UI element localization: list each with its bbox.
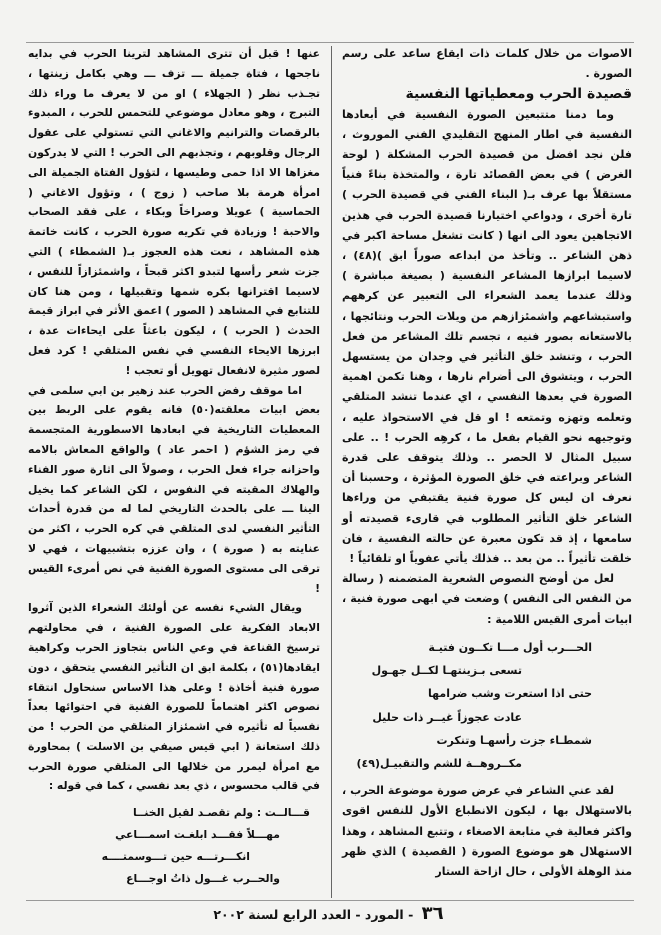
verse-line <box>28 824 320 846</box>
page-number: ٣٦ <box>421 903 444 924</box>
column-divider <box>331 46 332 898</box>
poem-line: شمطـاء جزت رأسهـا وتنكرت <box>436 733 592 747</box>
paragraph: ويقال الشيء نفسه عن أولئك الشعراء الذين آثروا الابعاد الفكرية على الصورة الفنية ، في محاولتهم ترسيخ القناعة في وعي الناس بتجاوز الحرب وكراهية ايقادها(٥١) ، بكلمة ابق ان التأثير النفسي يتحقق ، دون صورة فنية أخاذة ! وعلى هذا الاساس سنحاول انتقاء نصوص اكثر اهتماماً للصورة الفنية في احتوائها بعداً نفسياً له تأثيره في اشمئزاز المتلقي من الحرب ! من ذلك استعانة ( ابي قيس صيفي بن الاسلت ) بمحاورة مع امرأة ليمرر من خلالها الى المتلقي صورة الحرب في قالب محسوس ، ذي بعد نفسي ، كما في قوله : <box>28 601 320 793</box>
poem-line: حتى اذا استعرت وشب ضرامها <box>428 687 592 701</box>
poem <box>342 636 632 775</box>
verse-text: والحــرب غـــول ذاتُ اوجـــاع <box>126 872 280 886</box>
journal-info: - المورد - العدد الرابع لسنة ٢٠٠٢ <box>213 907 414 922</box>
poem-line: مكــروهــة للشم والتقبيـل(٤٩) <box>356 756 522 770</box>
verse-text: مهـــلاً فقـــد ابلغـت اسمـــاعي <box>115 828 280 842</box>
verses <box>28 802 320 890</box>
section-heading: قصيدة الحرب ومعطياتها النفسية <box>405 86 632 103</box>
verse-text: قـــالــت : ولم تقصـد لقيل الخنــا <box>132 806 310 820</box>
paragraph: لقد عني الشاعر في عرض صورة موضوعة الحرب ، بالاستهلال بها ، ليكون الانطباع الأول للنفس اقوى واكثر فعالية في متابعة الاصغاء ، وتتبع المشاهد ، وهذا الاستهلال هو موضوع الصورة ( القصيدة ) الذي ظهر منذ الوهلة الأولى ، حال ازاحة الستار <box>342 784 632 878</box>
intro-line: الاصوات من خلال كلمات ذات ايقاع ساعد على رسم الصورة . <box>342 47 632 81</box>
page-footer <box>0 903 661 924</box>
paragraph: عنها ! قبل أن تترى المشاهد لترينا الحرب في بدايه ناجحها ، فتاة جميلة ـــ تزف ـــ وهي بكامل زينتها ، تجـذب نظر ( الجهلاء ) او من لا يعرف ما وراء ذلك التبرج ، وهو معادل موضوعي للتحمس للحرب ، المبدوء بالرقصات والترانيم والاغاني التي تستولي على عقول الرجال وقلوبهم ، وتجذبهم الى الحرب ! التي لا يدركون مغزاها الا اذا حمى وطيسها ، لتؤول الفتاة الجميلة الى امرأة هرمة بلا صاحب ( زوج ) ، وتؤول الاغاني ( الحماسية ) عويلا وصراخاً وبكاء ، على فقد الصحاب والاحبة ! وزيادة في تكريه صورة الحرب ، كانت خاتمة هذه المشاهد ، نعت هذه العجوز بـ( الشمطاء ) التي جزت شعر رأسها لتبدو اكثر قبحاً ، واشمئزازاً للنفس ، لاسيما اقترانها بكره شمها وتقبيلها ، ومن هنا كان للتتابع في المشاهد ( الصور ) اعمق الأثر في ابراز قيمة الحدث ( الحرب ) ، ليكون باعثاً على ايحاءات عدة ، ابرزها الايحاء النفسي في نفس المتلقي ! كرد فعل لصور مثيرة لانفعال تهويل أو تعجب ! <box>28 47 320 377</box>
poem-line: عادت عجوزاً غيــر ذات حليل <box>372 710 522 724</box>
top-rule <box>26 42 634 43</box>
verse-line <box>28 868 320 890</box>
paragraph: لعل من أوضح النصوص الشعرية المتضمنه ( رسالة من النفس الى النفس ) وضعت في ابهى صورة فنية ، ابيات أمرى القيس اللامية : <box>342 572 632 626</box>
bottom-rule <box>26 900 634 901</box>
verse-text: انكـــرتـــه حين تـــوسمتــــه <box>101 850 250 864</box>
poem-line: الحـــرب أول مـــا تكــون فتيـة <box>428 640 592 654</box>
paragraph: وما دمنا متتبعين الصورة النفسية في أبعادها النفسية في اطار المنهج التقليدي الفني الموروث ، فلن نجد افضل من قصيدة الحرب المشكلة ( لوحة الغرض ) في بعض القصائد تارة ، والمتخذة بناءً فنياً مستقلاً بها عرف بـ( البناء الفني في قصيدة الحرب ) تارة أخرى ، ودواعي اختيارنا قصيدة الحرب في هذين الاتجاهين يعود الى انها ( كانت تشغل مساحة اكبر في ذهن الشاعر .. وتأخذ من ابداعه صوراً ابق )(٤٨) ، لاسيما ابرازها المشاعر النفسية ( بصيغة مباشرة ) وذلك عندما يعمد الشعراء الى التعبير عن كرههم واستبشاعهم واشمئزازهم من ويلات الحرب ونتائجها ، بالاستعانه بصور فنيه ، تجسم تلك المشاعر من فعل الحرب ، وتنشد خلق التأثير في وجدان من يستسهل الحرب ، ويتشوق الى أضرام نارها ، وهنا تكمن اهمية الصورة في بعدها النفسي ، اي عندما تنشد المتلقي وتعلمه وتهزه وتمتعه ! او قل في الاستحواذ عليه ، وتوجيهه نحو القيام بفعل ما ، كرهِه الحرب ! .. على سبيل المثال لا الحصر .. وذلك يتوقف على قدرة الشاعر وبراعته في خلق الصورة المؤثرة ، وحسبنا أن نعرف ان ليس كل صورة فنية يقتبفي من وراءها الشاعر خلق التأثير المطلوب في قارىء قصيدته أو سامعها ، إذ قد تكون معبرة عن حالته النفسية ، فان خلقت تأثيراً .. من بعد .. فذلك يأتي عفوياً او تلقائياً ! <box>342 107 632 566</box>
poem-line: تسعى بـزينتهـا لكــل جهـول <box>371 664 522 678</box>
verse-line <box>28 846 320 868</box>
verse-line <box>28 802 320 824</box>
right-column <box>342 44 632 882</box>
paragraph: اما موقف رفض الحرب عند زهير بن ابي سلمى في بعض ابيات معلقته(٥٠) فانه يقوم على الربط بين المعطيات التاريخية في ابعادها الاسطورية المتجسمة في رمز الشؤم ( احمر عاد ) والواقع المعاش بالامه واحزانه جراء فعل الحرب ، وصولاً الى اثارة صور الفناء والهلاك المقيته في النفوس ، لكن الشاعر كما يخيل الينا ـــ على بالحدث التاريخي لما له من قدرة أحداث التأثير النفسي لدى المتلقي في كره الحرب ، اكثر من عنايته به ( صورة ) ، وان عززه بتشبيهات ، فهي لا ترقى الى مستوى الصورة الفنية في نص أمرىء القيس ! <box>28 383 321 595</box>
left-column <box>28 44 320 896</box>
